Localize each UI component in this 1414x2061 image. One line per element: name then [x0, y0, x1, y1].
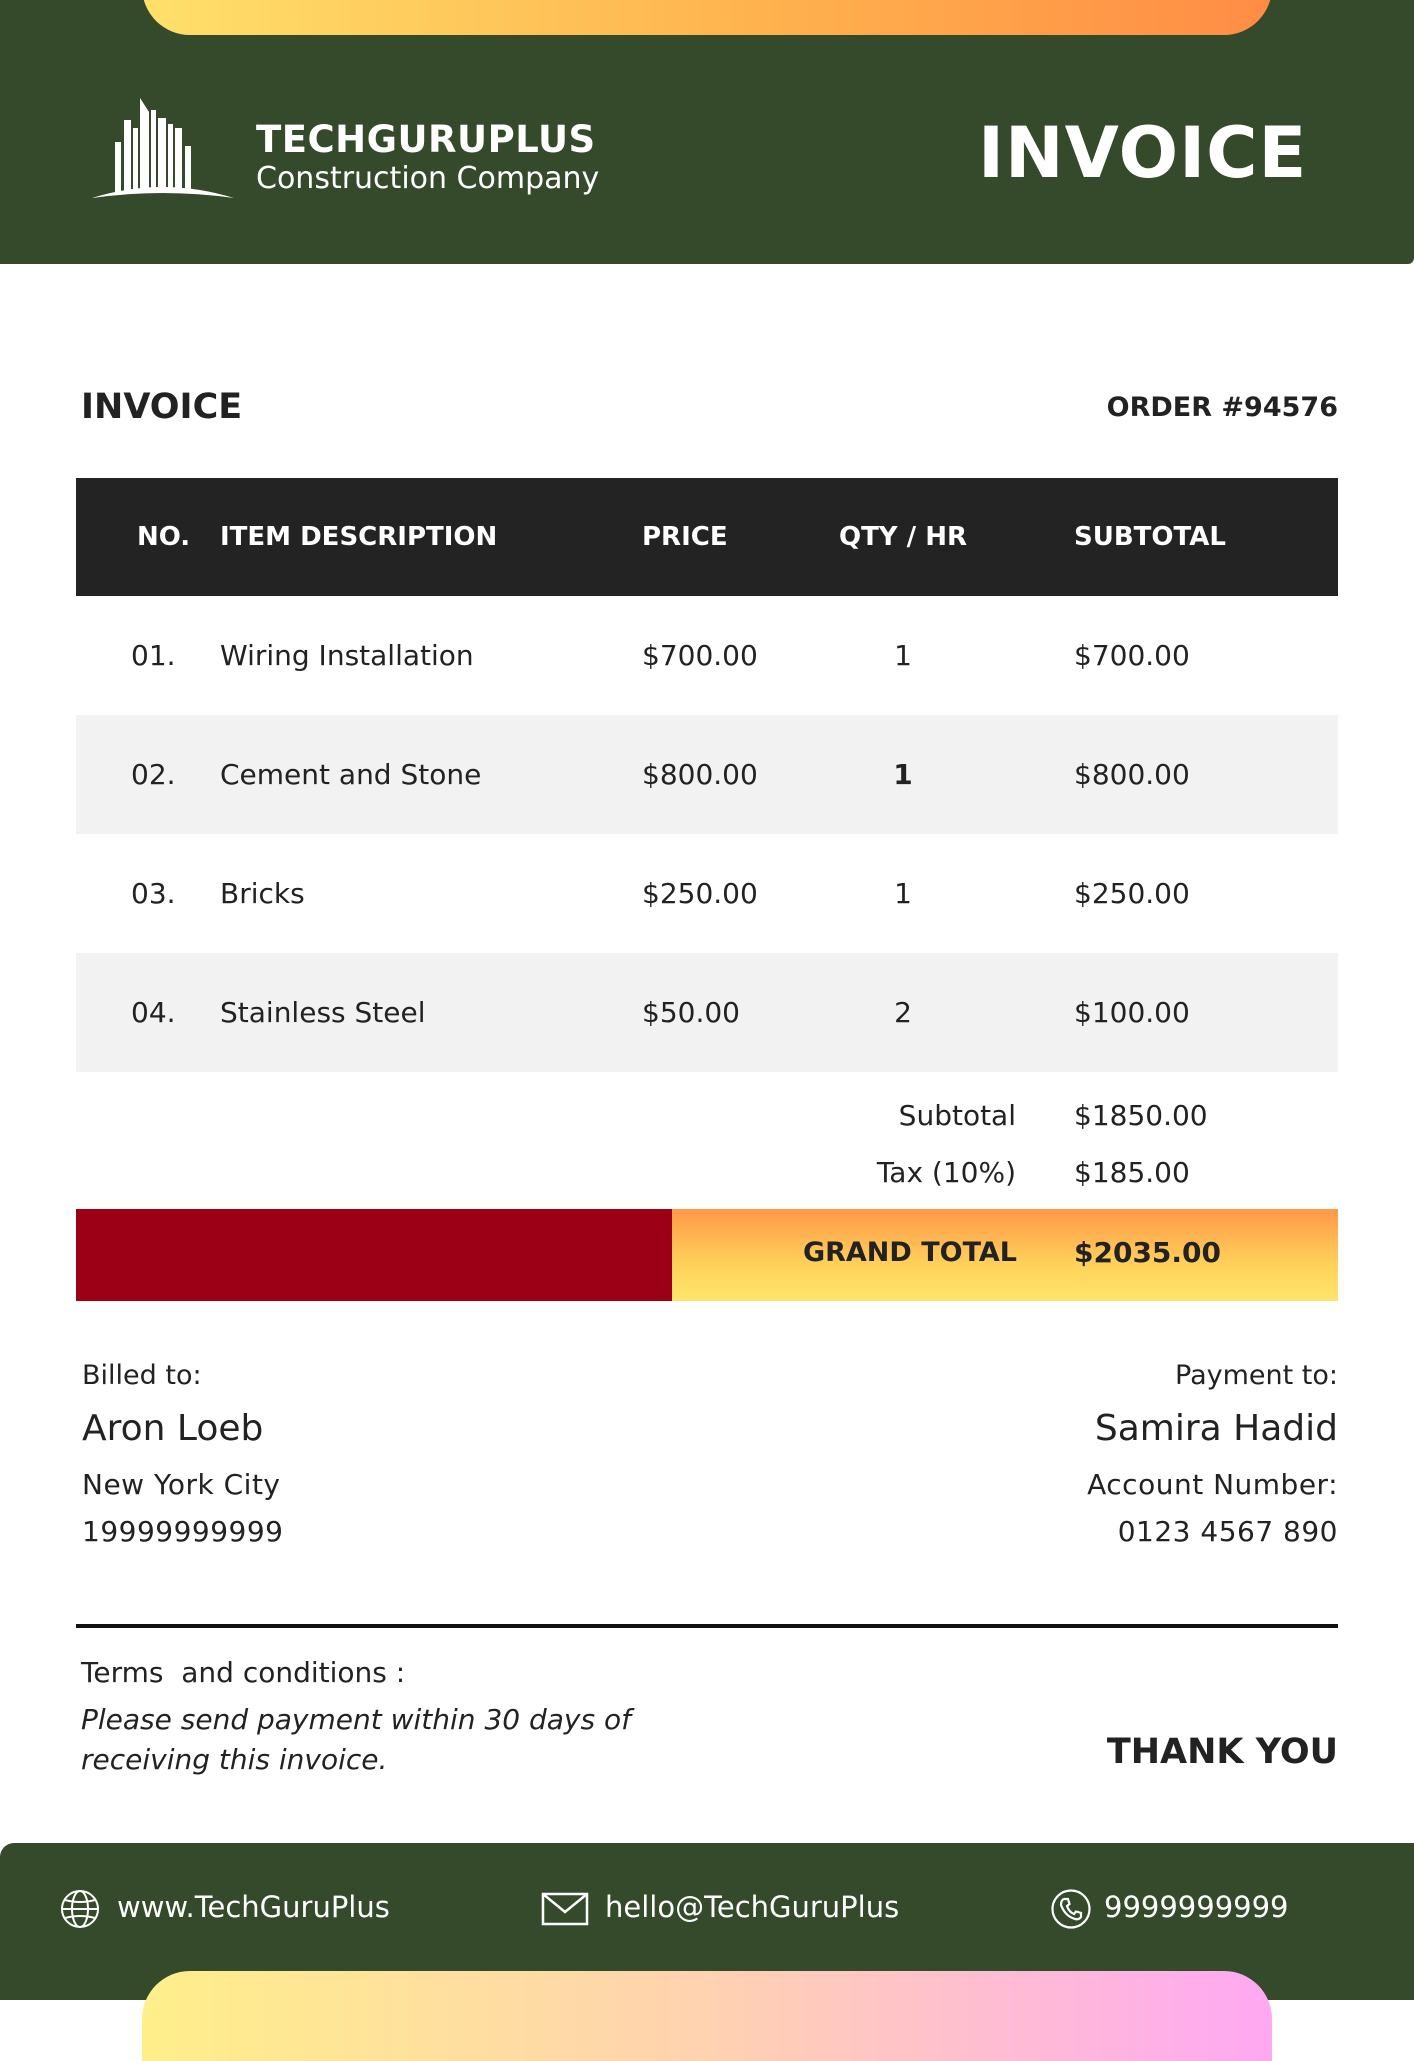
row-subtotal: $700.00 — [1074, 639, 1190, 672]
table-row — [76, 834, 1338, 953]
subtotal-value: $1850.00 — [1074, 1099, 1208, 1132]
row-price: $700.00 — [642, 639, 758, 672]
footer-phone-link[interactable]: 9999999999 — [1104, 1890, 1289, 1924]
row-price: $800.00 — [642, 758, 758, 791]
billed-to-label: Billed to: — [82, 1360, 202, 1391]
column-header-qty: QTY / HR — [838, 522, 968, 552]
row-qty: 2 — [894, 996, 912, 1029]
bottom-decorative-band — [142, 1971, 1272, 2061]
column-header-description: ITEM DESCRIPTION — [220, 522, 498, 552]
footer-email-link[interactable]: hello@TechGuruPlus — [605, 1890, 900, 1924]
row-number: 04. — [131, 996, 176, 1029]
billed-to-name: Aron Loeb — [82, 1408, 264, 1449]
grand-total-value: $2035.00 — [1074, 1236, 1222, 1269]
column-header-subtotal: SUBTOTAL — [1074, 522, 1226, 552]
billed-to-city: New York City — [82, 1468, 281, 1501]
header-title: INVOICE — [978, 112, 1308, 194]
invoice-heading: INVOICE — [81, 387, 243, 427]
billed-to-phone: 19999999999 — [82, 1515, 284, 1548]
terms-title: Terms and conditions : — [81, 1656, 406, 1689]
payment-to-name: Samira Hadid — [1094, 1408, 1338, 1449]
company-name: TECHGURUPLUS — [256, 118, 596, 161]
account-number: 0123 4567 890 — [1117, 1515, 1338, 1548]
footer-website-link[interactable]: www.TechGuruPlus — [117, 1890, 390, 1924]
globe-icon — [59, 1888, 101, 1930]
table-row — [76, 596, 1338, 715]
thank-you-text: THANK YOU — [1106, 1732, 1338, 1772]
order-number: ORDER #94576 — [1106, 392, 1338, 423]
payment-to-label: Payment to: — [1175, 1360, 1338, 1391]
row-qty: 1 — [894, 639, 912, 672]
section-divider — [76, 1624, 1338, 1628]
column-header-price: PRICE — [642, 522, 728, 552]
tax-label: Tax (10%) — [876, 1156, 1016, 1189]
grand-total-accent-bar — [76, 1209, 672, 1301]
row-description: Stainless Steel — [220, 996, 426, 1029]
table-row — [76, 715, 1338, 834]
row-description: Wiring Installation — [220, 639, 474, 672]
row-description: Bricks — [220, 877, 305, 910]
row-qty: 1 — [894, 877, 912, 910]
subtotal-label: Subtotal — [898, 1099, 1016, 1132]
row-price: $250.00 — [642, 877, 758, 910]
tax-value: $185.00 — [1074, 1156, 1190, 1189]
account-number-label: Account Number: — [1087, 1468, 1338, 1501]
table-row — [76, 953, 1338, 1072]
row-subtotal: $800.00 — [1074, 758, 1190, 791]
column-header-no: NO. — [137, 522, 191, 552]
grand-total-label: GRAND TOTAL — [802, 1237, 1017, 1268]
row-number: 01. — [131, 639, 176, 672]
row-subtotal: $250.00 — [1074, 877, 1190, 910]
envelope-icon — [541, 1888, 589, 1930]
row-number: 02. — [131, 758, 176, 791]
company-subtitle: Construction Company — [256, 161, 600, 196]
row-number: 03. — [131, 877, 176, 910]
table-header — [76, 478, 1338, 596]
building-logo-icon — [92, 98, 234, 202]
row-subtotal: $100.00 — [1074, 996, 1190, 1029]
row-description: Cement and Stone — [220, 758, 482, 791]
row-price: $50.00 — [642, 996, 740, 1029]
phone-icon — [1050, 1888, 1092, 1930]
top-decorative-band — [142, 0, 1272, 35]
terms-text: Please send payment within 30 days of receiving this invoice. — [81, 1703, 631, 1776]
row-qty: 1 — [893, 758, 913, 791]
